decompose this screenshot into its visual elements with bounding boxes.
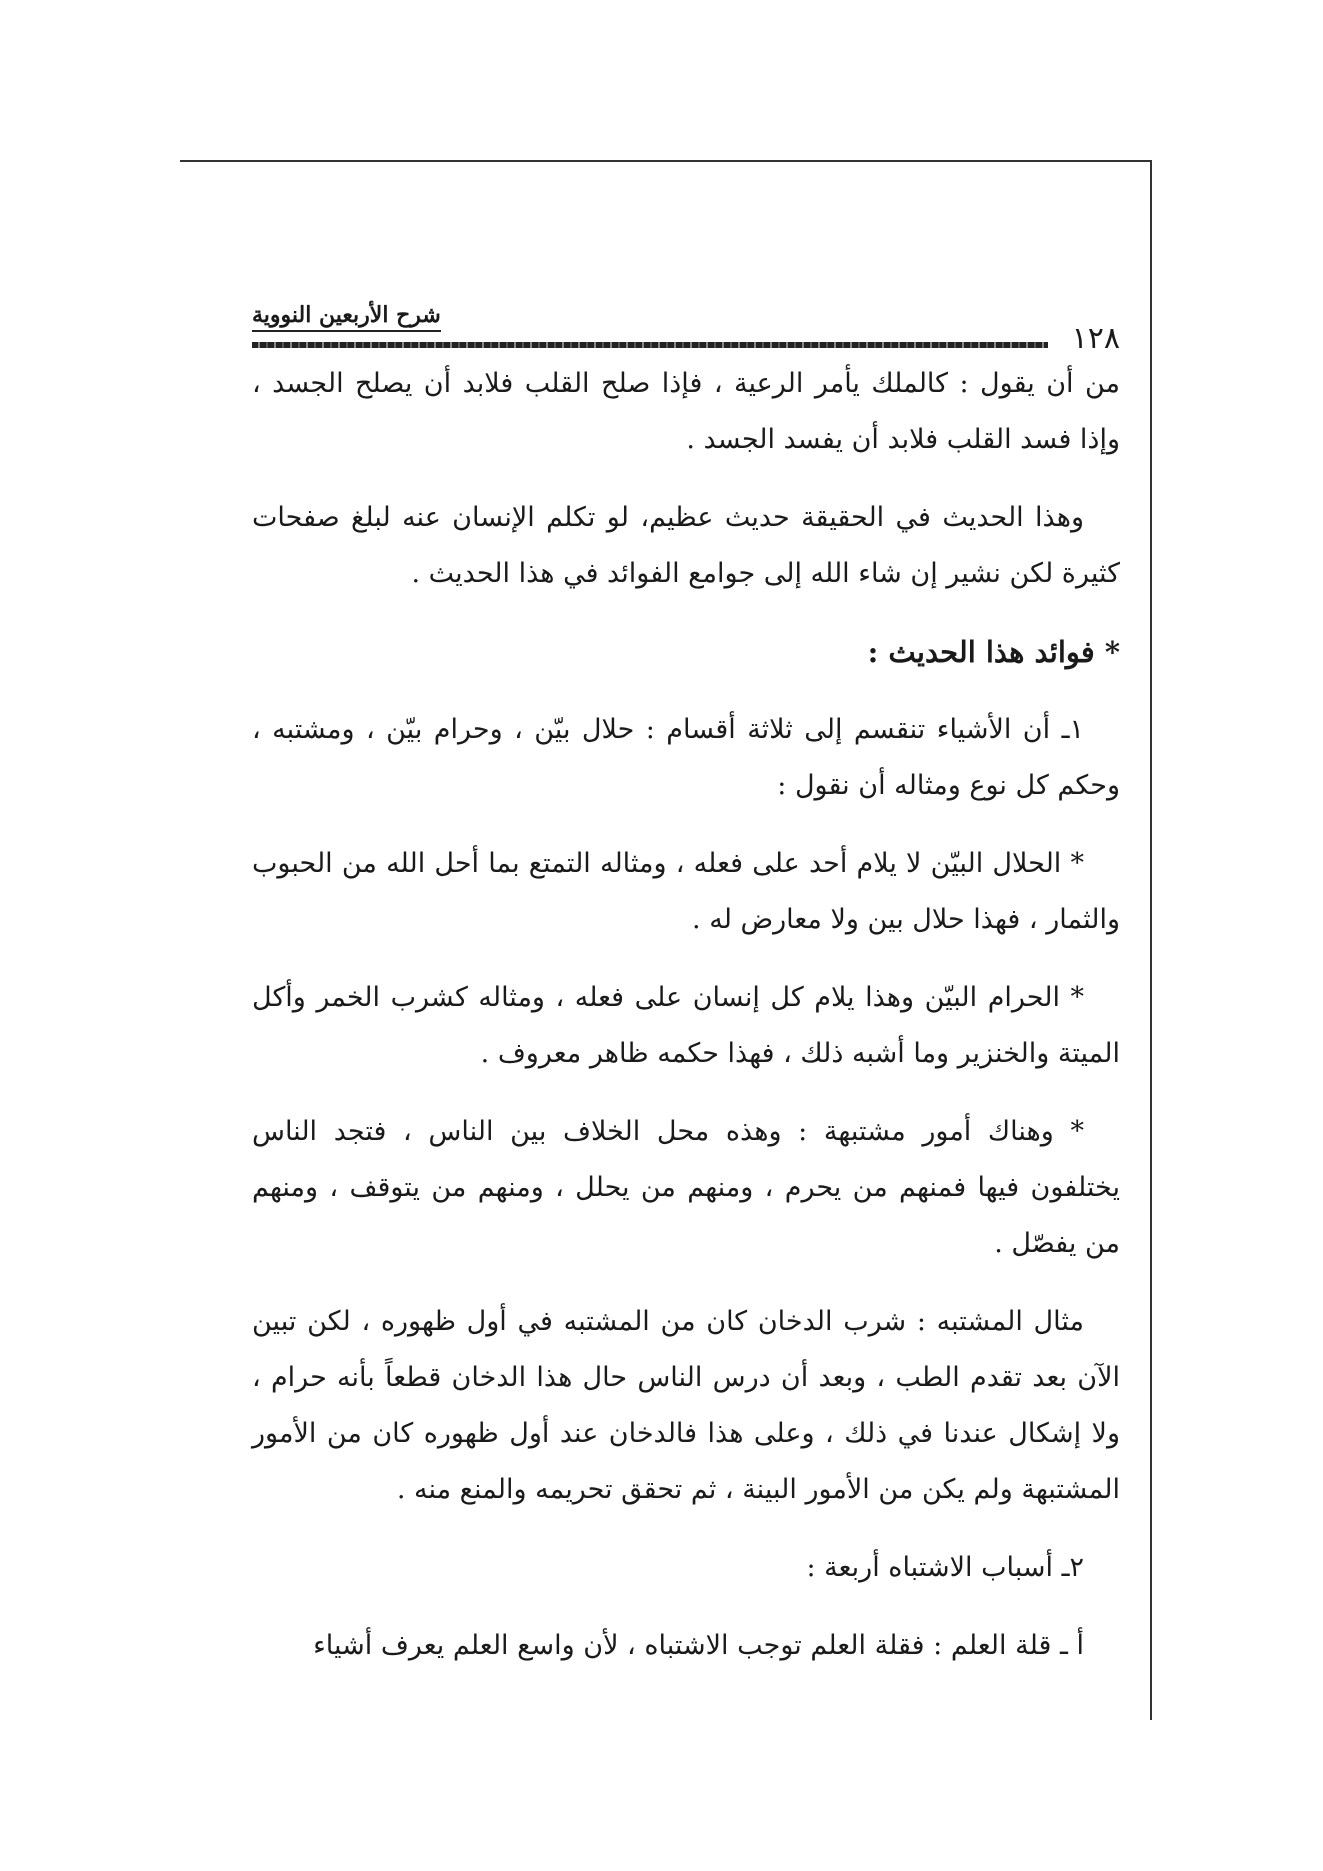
running-header xyxy=(252,296,1120,356)
paragraph-lack-of-knowledge: أ ـ قلة العلم : فقلة العلم توجب الاشتباه ، لأن واسع العلم يعرف أشياء xyxy=(313,1630,1084,1661)
page-frame-right-border xyxy=(1150,160,1152,1720)
paragraph-hadith-greatness: وهذا الحديث في الحقيقة حديث عظيم، لو تكلم الإنسان عنه لبلغ صفحات كثيرة لكن نشير إن شاء الله إلى جوامع الفوائد في هذا الحديث . xyxy=(252,502,1120,589)
paragraph-doubtful-matters: * وهناك أمور مشتبهة : وهذه محل الخلاف بين الناس ، فتجد الناس يختلفون فيها فمنهم من يحرم ، ومنهم من يحلل ، ومنهم من يتوقف ، ومنهم من يفصّل . xyxy=(252,1116,1120,1259)
document-page xyxy=(252,296,1120,1696)
paragraph-doubtful-example: مثال المشتبه : شرب الدخان كان من المشتبه في أول ظهوره ، لكن تبين الآن بعد تقدم الطب ، وبعد أن درس الناس حال هذا الدخان قطعاً بأنه حرام ، ولا إشكال عندنا في ذلك ، وعلى هذا فالدخان عند أول ظهوره كان من الأمور المشتبهة ولم يكن من الأمور البينة ، ثم تحقق تحريمه والمنع منه . xyxy=(252,1306,1120,1505)
paragraph-continuation: من أن يقول : كالملك يأمر الرعية ، فإذا صلح القلب فلابد أن يصلح الجسد ، وإذا فسد القلب فلابد أن يفسد الجسد . xyxy=(252,368,1120,455)
paragraph-causes-of-doubt: ٢ـ أسباب الاشتباه أربعة : xyxy=(806,1552,1084,1583)
section-heading-benefits: * فوائد هذا الحديث : xyxy=(867,635,1120,669)
book-title: شرح الأربعين النووية xyxy=(252,302,441,332)
page-number: ١٢٨ xyxy=(1071,321,1120,356)
header-rule xyxy=(252,342,1048,348)
paragraph-clear-halal: * الحلال البيّن لا يلام أحد على فعله ، ومثاله التمتع بما أحل الله من الحبوب والثمار ، فهذا حلال بين ولا معارض له . xyxy=(252,848,1120,935)
paragraph-clear-haram: * الحرام البيّن وهذا يلام كل إنسان على فعله ، ومثاله كشرب الخمر وأكل الميتة والخنزير وما أشبه ذلك ، فهذا حكمه ظاهر معروف . xyxy=(252,982,1120,1069)
page-frame-top-border xyxy=(180,160,1152,162)
paragraph-three-categories: ١ـ أن الأشياء تنقسم إلى ثلاثة أقسام : حلال بيّن ، وحرام بيّن ، ومشتبه ، وحكم كل نوع ومثاله أن نقول : xyxy=(252,714,1120,801)
